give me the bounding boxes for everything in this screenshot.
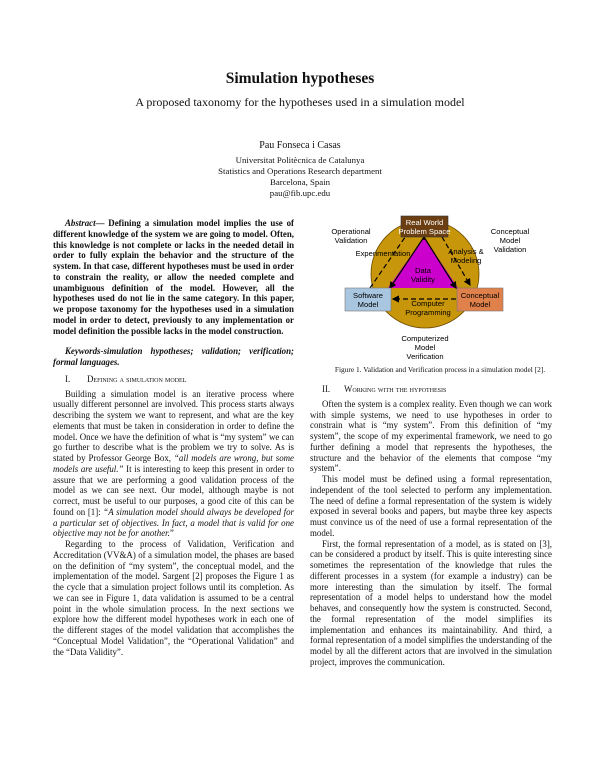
text: Building a simulation model is an iterative process where usually different personnel are involved. This process starts always describing the system we want to represent, and what are the key elements that must be taken in consideration in order to define the model. Once we have the definition of what is “my system” we can go further to describe what is the problem we try to solve. As is stated by Professor George Box, xyxy=(53,388,294,463)
diagram-label: Validity xyxy=(411,275,435,284)
diagram-label: Computer xyxy=(411,299,445,308)
affiliation-location: Barcelona, Spain xyxy=(269,177,331,187)
paragraph: First, the formal representation of a model, as is stated on [3], can be considered a product by itself. This is quite interesting since sometimes the representation of the knowledge that rules the different processes in a system (for example a industry) can be more interesting than the simulation by itself. The formal representation of a model helps to understand how the model behaves, and consequently how the system is constructed. Second, the formal representation of the model simplifies its implementation and enhances its maintainability. And third, a formal representation of a model simplifies the understanding of the model by all the different actors that are involved in the simulation project, improves the communication. xyxy=(310,538,552,667)
figure-caption: Figure 1. Validation and Verification process in a simulation model [2]. xyxy=(334,365,546,374)
diagram-label: Model xyxy=(414,343,436,352)
text: It is interesting to keep this present in order to assure that we are performing a good validation process of the model as we can see next. Our model, although maybe is not correct, must be useful to our purposes, a good cite of this can be found on [1]: xyxy=(53,463,295,517)
quote: “all models are wrong, but some models are useful.” xyxy=(53,453,294,474)
author-name: Pau Fonseca i Casas xyxy=(259,140,341,151)
section-title: Defining a simulation model xyxy=(87,373,187,384)
section-title: Working with the hypothesis xyxy=(344,384,447,394)
section-heading-2 xyxy=(310,384,552,395)
abstract xyxy=(53,218,294,336)
paragraph: Regarding to the process of Validation, Verification and Accreditation (VV&A) of a simulation model, the phases are based on the definition of “my system”, the conceptual model, and the implementation of the model. Sargent [2] proposes the Figure 1 as the cycle that a simulation project follows until its completion. As we can see in Figure 1, data validation is assumed to be a central point in the whole simulation process. In the next sections we explore how the different model hypotheses work in each one of the different stages of the model validation that accomplishes the “Conceptual Model Validation”, the “Operational Validation” and the “Data Validity”. xyxy=(53,539,294,657)
diagram-label: Data xyxy=(414,266,432,275)
keywords: Keywords-simulation hypotheses; validation; verification; formal languages. xyxy=(53,346,294,367)
diagram-label: Modeling xyxy=(450,256,482,265)
affiliation-department: Statistics and Operations Research department xyxy=(218,166,382,176)
box-label: Real World xyxy=(405,218,444,227)
box-label: Problem Space xyxy=(398,227,451,236)
author-email: pau@fib.upc.edu xyxy=(269,188,331,198)
diagram-label: Model xyxy=(499,236,521,245)
diagram-label: Computerized xyxy=(401,334,449,343)
box-label: Conceptual xyxy=(460,291,500,300)
diagram-label: Experimentation xyxy=(355,249,411,258)
figure-1-diagram xyxy=(310,210,570,370)
text: ” xyxy=(169,528,174,539)
diagram-label: Verification xyxy=(406,352,444,361)
affiliation-university: Universitat Politècnica de Catalunya xyxy=(235,155,365,165)
paragraph: Often the system is a complex reality. Even though we can work with simple systems, we need to use hypotheses in order to constrain what is “my system”. From this definition of “my system”, the scope of my experimental framework, we need to go further defining a model that represents the hypotheses, the structure and the behavior of the elements that compose “my system”. xyxy=(310,398,552,474)
quote: “A simulation model should always be developed for a particular set of objectives. In fact, a model that is valid for one objective may not be for another. xyxy=(53,506,294,539)
box-label: Model xyxy=(469,300,491,309)
diagram-label: Conceptual xyxy=(490,227,530,236)
section-number: I. xyxy=(65,373,71,384)
diagram-label: Operational xyxy=(331,227,371,236)
abstract-text: Defining a simulation model implies the use of different knowledge of the system we are going to model. Often, this knowledge is not complete or lacks in the needed detail in order to fully explain the behavior and the structure of the system. In that case, different hypotheses must be used in order to constrain the reality, or allow the needed complete and unambiguous definition of the model. However, all the hypotheses used do not lie in the same category. In this paper, we propose taxonomy for the hypotheses used in a simulation model in order to detect, previously to any implementation or model definition the possible lacks in the model construction. xyxy=(53,218,294,336)
section-number: II. xyxy=(322,384,331,394)
paper-title: Simulation hypotheses xyxy=(225,70,375,87)
left-column xyxy=(53,218,294,657)
paragraph xyxy=(53,389,294,540)
right-column xyxy=(310,384,552,668)
box-label: Model xyxy=(357,300,379,309)
paper-subtitle: A proposed taxonomy for the hypotheses used in a simulation model xyxy=(135,95,465,109)
paragraph: This model must be defined using a formal representation, independent of the tool selected to perform any implementation. The need of define a formal representation of the system is widely exposed in several books and papers, but maybe three key aspects must convince us of the need of use a formal representation of the model. xyxy=(310,474,552,538)
diagram-label: Validation xyxy=(493,245,527,254)
box-label: Software xyxy=(353,291,383,300)
section-heading-1 xyxy=(53,374,294,385)
diagram-label: Analysis & xyxy=(448,247,484,256)
diagram-label: Validation xyxy=(334,236,368,245)
abstract-label: Abstract— xyxy=(65,218,105,228)
diagram-label: Programming xyxy=(405,308,451,317)
